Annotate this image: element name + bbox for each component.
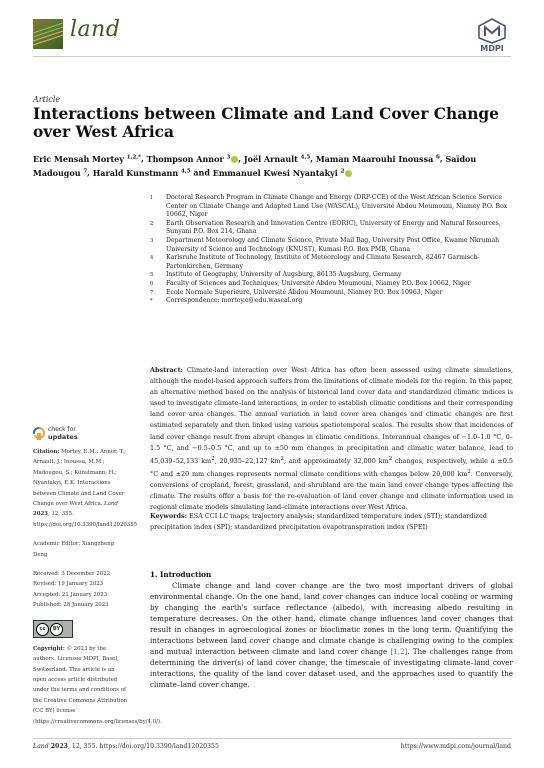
abstract-text-c: , and approximately 32,000 km: [283, 456, 389, 465]
author-affiliation-marker: 4,5: [300, 154, 311, 160]
footer-journal-url[interactable]: https://www.mdpi.com/journal/land: [400, 743, 511, 750]
affiliation-text: Earth Observation Research and Innovation Centre (EORIC), University of Energy and Natural Resources, Sunyani P.O. Box 214, Ghana: [166, 219, 501, 236]
date-accepted: Accepted: 21 January 2023: [33, 591, 108, 598]
check-updates-line2: updates: [48, 432, 78, 441]
author-name: Thompson Annor: [146, 153, 224, 164]
keywords-text: ESA CCI LC maps; trajectory analysis; standardized temperature index (STI); standardized precipitation index (SPI); standardized precipitation evapotranspiration index (SPEI): [150, 512, 487, 532]
affiliation-text: Department Meteorology and Climate Science, Private Mail Bag, University Post Office, Kwame Nkrumah University of Science and Technology (KNUST), Kumasi P.O. Box PMB, Ghana: [166, 236, 500, 253]
orcid-icon[interactable]: [345, 170, 352, 177]
author-name: Emmanuel Kwesi Nyantakyi: [212, 167, 338, 178]
citation-doi-link[interactable]: https://doi.org/10.3390/land12020355: [33, 521, 138, 528]
author-name: Eric Mensah Mortey: [33, 153, 124, 164]
affiliation-text: Doctoral Research Program in Climate Change and Energy (DRP-CCE) of the West African Science Service Center on Climate Change and Adapted Land Use (WASCAL), Université Abdou Moumouni, Niamey P.O. Box 10662, Niger: [166, 194, 508, 219]
footer-divider: [33, 738, 511, 739]
affiliation-text: Ecole Normale Superieure, Université Abdou Moumouni, Niamey P.O. Box 10963, Niger: [166, 288, 443, 296]
abstract-sup-b: 2: [280, 455, 284, 462]
affiliations: [150, 194, 515, 306]
citation-volume: , 12, 355.: [48, 511, 74, 518]
orcid-icon[interactable]: [231, 156, 238, 163]
footer-citation: [33, 743, 219, 750]
introduction-paragraph: [150, 580, 513, 690]
footer-journal: Land: [33, 743, 49, 750]
author[interactable]: [316, 154, 440, 164]
citation: [33, 447, 138, 530]
affiliation-item: [150, 220, 515, 237]
affiliation-text: Karlsruhe Institute of Technology, Institute of Meteorology and Climate Research, 82467 Garmisch-Partenkirchen, Germany: [166, 254, 480, 270]
abstract-text-e: . Conversely, conversions of cropland, forest, grassland, and shrubland are the main land cover change types affecting the climate. The results offer a basis for the re-evaluation of land cover change and climate information used in regional climate models simulating land–climate interactions over West Africa.: [150, 470, 514, 512]
affiliation-number: 2: [150, 220, 154, 227]
header-divider: [33, 56, 511, 57]
mdpi-logo-icon: [476, 18, 508, 44]
author[interactable]: [213, 168, 353, 178]
section-heading-introduction: 1. Introduction: [150, 570, 212, 579]
footer-doi[interactable]: , 12, 355. https://doi.org/10.3390/land12020355: [67, 743, 219, 750]
date-revised: Revised: 19 January 2023: [33, 581, 104, 588]
author-affiliation-marker: 4,5: [180, 168, 191, 175]
cc-by-license-badge[interactable]: [33, 620, 73, 638]
author-affiliation-marker: 7: [83, 168, 88, 175]
keywords-label: Keywords:: [150, 512, 188, 520]
author-affiliation-marker: 1,2,*: [126, 154, 142, 160]
abstract-sup-a: 2: [211, 455, 215, 462]
journal-name[interactable]: land: [70, 17, 121, 42]
author-affiliation-marker: 6: [436, 154, 440, 160]
author[interactable]: [33, 154, 141, 164]
citation-journal: Land: [104, 501, 118, 508]
author-list: Eric Mensah Mortey $^{1,2,*}$, Thompson Annor $^3$ , Joël Arnault $^{4,5}$, Maman Maarouhi Inoussa $^6$, Saïdou Madougou $^7$, Harald Kunstmann $^{4,5}$ and Emmanuel Kwesi Nyantakyi $^2$: [33, 153, 477, 178]
affiliation-item: [150, 297, 515, 306]
copyright-text: © 2023 by the authors. Licensee MDPI, Basel, Switzerland. This article is an open access article distributed under the terms and conditions of the Creative Commons Attribution (CC BY) license (https://creativecommons.org/licenses/by/4.0/).: [33, 645, 162, 725]
copyright-label: Copyright:: [33, 645, 65, 652]
citation-label: Citation:: [33, 449, 60, 455]
academic-editor: Academic Editor: Xiangzheng Deng: [33, 541, 115, 558]
abstract-sup-d: 2: [467, 468, 471, 475]
affiliation-number: 4: [150, 255, 154, 262]
mdpi-wordmark: MDPI: [480, 44, 504, 53]
affiliation-item: [150, 289, 515, 298]
affiliation-text: Institute of Geography, University of Augsburg, 86135 Augsburg, Germany: [166, 271, 402, 279]
affiliation-item: [150, 280, 515, 289]
affiliation-item: [150, 254, 515, 271]
citation-year: 2023: [33, 511, 49, 518]
check-updates-icon: [33, 427, 45, 441]
article-title: Interactions between Climate and Land Cover Change over West Africa: [33, 105, 499, 141]
keywords: [150, 511, 513, 533]
check-for-updates[interactable]: [33, 426, 78, 445]
affiliation-item: [150, 194, 515, 220]
by-icon: BY: [50, 623, 63, 636]
author[interactable]: [244, 154, 310, 164]
journal-logo: [33, 19, 63, 49]
citation-text: Mortey, E.M.; Annor, T.; Arnault, J.; Inoussa, M.M.; Madougou, S.; Kunstmann, H.; Nyantakyi, E.K. Interactions between Climate and Land Cover Change over West Africa.: [33, 449, 126, 508]
article-sidebar: [33, 447, 162, 727]
affiliation-item: [150, 237, 515, 254]
affiliation-number: 6: [150, 280, 154, 287]
abstract: [150, 365, 513, 514]
author-name: Joël Arnault: [243, 153, 298, 164]
affiliation-number: 3: [150, 237, 154, 244]
check-updates-line1: check for: [48, 426, 76, 433]
intro-text-a: Climate change and land cover change are the two most important drivers of global environmental change. On the one hand, land cover changes can induce local cooling or warming by changing the earth's surface reflectance (albedo), with increasing albedo resulting in temperature decreases. On the other hand, climate change influences land cover changes that result in changes in agroecological zones or bioclimatic zones in the long term. Quantifying the interactions between land cover change and climate change is challenging owing to the complex and mutual interaction between climate and land cover change: [150, 581, 513, 657]
date-published: Published: 28 January 2023: [33, 602, 109, 609]
abstract-text-b: , 20,935–22,127 km: [214, 456, 281, 465]
affiliation-number: 7: [150, 289, 154, 296]
affiliation-item: [150, 271, 515, 280]
affiliation-text: Faculty of Sciences and Techniques, Université Abdou Moumouni, Niamey P.O. Box 10662, Niger: [166, 279, 471, 287]
affiliation-number: 5: [150, 272, 154, 279]
author-affiliation-marker: 3: [226, 154, 231, 160]
citation-link[interactable]: [1,2]: [390, 647, 408, 657]
author[interactable]: [147, 154, 239, 164]
cc-icon: cc: [36, 623, 49, 636]
author-name: Harald Kunstmann: [92, 167, 179, 178]
author-name: Saïdou Madougou: [33, 153, 477, 178]
affiliation-number: 1: [150, 195, 154, 201]
author-affiliation-marker: 2: [340, 168, 345, 175]
affiliation-text[interactable]: Correspondence: mortey.e@edu.wascal.org: [166, 297, 303, 305]
article-type: Article: [33, 95, 61, 104]
affiliation-number: *: [150, 298, 153, 305]
intro-text-b: . The challenges range from determining the driver(s) of land cover change, the timescale of investigating climate–land cover interactions, the quality of the land cover dataset used, and the approaches used to quantify the climate–land cover change.: [150, 647, 513, 690]
abstract-label: Abstract:: [150, 366, 183, 374]
abstract-sup-c: 2: [388, 455, 393, 462]
author[interactable]: [93, 168, 191, 178]
author-name: Maman Maarouhi Inoussa: [315, 153, 434, 164]
abstract-text-d: changes, respectively, while a ±0.5 °C and ±20 mm changes represents normal climate conditions with changes below 20,000 km: [150, 456, 514, 479]
copyright: [33, 644, 162, 727]
date-received: Received: 3 December 2022: [33, 571, 111, 578]
mdpi-logo[interactable]: [476, 18, 508, 54]
abstract-text-a: Climate-land interaction over West Africa has often been assessed using climate simulations, although the model-based approach suffers from the limitations of climate models for the region. In this paper, an alternative method based on the analysis of historical land cover data and standardized climatic indices is used to investigate climate–land interactions, in order to establish climatic conditions and their corresponding land cover area changes. The annual variation in land cover area changes and climatic changes are first estimated separately and then linked using various spatiotemporal scales. The results show that incidences of land cover change result from abrupt changes in climatic conditions. Interannual changes of −1.0–1.0 °C, 0–1.5 °C, and −0.5–0.5 °C, and up to ±50 mm changes in precipitation and climatic water balance, lead to 45,039–52,133 km: [150, 366, 513, 465]
footer-year: 2023: [50, 743, 68, 750]
